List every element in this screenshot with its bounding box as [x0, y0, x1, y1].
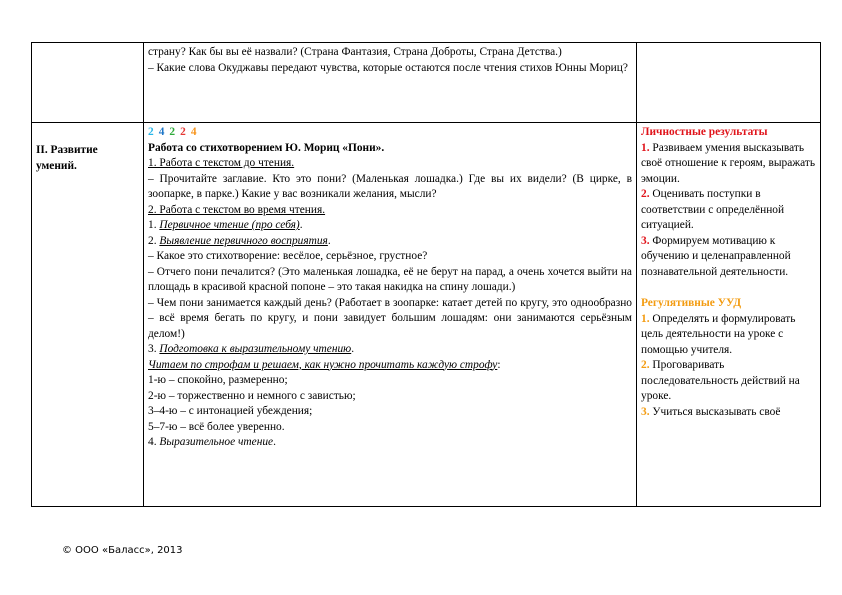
result-item: [641, 141, 816, 188]
content-cell: [144, 123, 637, 507]
strophe-item: 1-ю – спокойно, размеренно;: [148, 374, 288, 386]
list-item: [148, 234, 632, 250]
paragraph: [148, 358, 632, 374]
table-row: [32, 123, 821, 507]
content-cell: [144, 43, 637, 123]
note-end: :: [497, 358, 501, 371]
result-text: Определять и формулировать цель деятельности на уроке с помощью учителя.: [641, 312, 796, 356]
paragraph: страну? Как бы вы её назвали? (Страна Фантазия, Страна Доброты, Страна Детства.): [148, 46, 562, 58]
level-number: 4: [190, 126, 197, 138]
item-end: .: [299, 219, 303, 231]
list-item: [148, 435, 632, 451]
stage-cell-empty: [32, 43, 144, 123]
item-end: .: [273, 436, 276, 448]
strophe-item: 2-ю – торжественно и немного с завистью;: [148, 389, 356, 402]
result-text: Развиваем умения высказывать своё отношение к героям, выражать эмоции.: [641, 141, 816, 185]
list-item: [148, 218, 632, 234]
level-number: 2: [148, 126, 154, 138]
result-text: Проговаривать последовательность действий на уроке.: [641, 359, 800, 402]
result-item: [641, 312, 816, 359]
level-numbers: [148, 125, 632, 141]
item-end: .: [327, 234, 331, 247]
item-text: Первичное чтение (про себя): [159, 219, 300, 231]
result-text: Учиться высказывать своё: [652, 405, 781, 418]
result-number: 1.: [641, 141, 650, 154]
paragraph: – Прочитайте заглавие. Кто это пони? (Маленькая лошадка.) Где вы их видели? (В цирке, в зоопарке, в парке.) Какие у вас возникали желания, мысли?: [148, 172, 632, 200]
item-text: Подготовка к выразительному чтению: [159, 343, 352, 355]
result-item: [641, 234, 816, 281]
section-title: Работа со стихотворением Ю. Мориц «Пони».: [148, 141, 385, 154]
stage-cell: [32, 123, 144, 507]
stage-title: II. Развитие умений.: [36, 144, 98, 172]
item-text: Выразительное чтение: [159, 436, 274, 448]
table-row: [32, 43, 821, 123]
item-number: 3.: [148, 343, 160, 355]
item-text: Выявление первичного восприятия: [159, 234, 328, 247]
copyright-footer: © ООО «Баласс», 2013: [62, 545, 183, 556]
item-end: .: [351, 343, 355, 355]
strophe-item: 5–7-ю – всё более уверенно.: [148, 420, 285, 433]
result-number: 1.: [641, 312, 650, 325]
result-text: Оценивать поступки в соответствии с определённой ситуацией.: [641, 188, 785, 231]
results-heading-personal: Личностные результаты: [641, 126, 768, 138]
paragraph: – Какое это стихотворение: весёлое, серьёзное, грустное?: [148, 250, 428, 262]
result-number: 2.: [641, 188, 650, 200]
level-number: 2: [180, 126, 186, 138]
strophe-item: 3–4-ю – с интонацией убеждения;: [148, 405, 313, 417]
paragraph: – Чем пони занимается каждый день? (Работает в зоопарке: катает детей по кругу, это однообразно – всё время бегать по кругу, и пони завидует большим лошадям: они занимаются серьёзным делом!): [148, 296, 632, 340]
subsection-title: 2. Работа с текстом во время чтения.: [148, 203, 326, 216]
paragraph: – Какие слова Окуджавы передают чувства, которые остаются после чтения стихов Юнны Мориц?: [148, 61, 628, 74]
results-heading-regulatory: Регулятивные УУД: [641, 297, 742, 309]
results-cell: [637, 123, 821, 507]
result-item: [641, 405, 816, 421]
item-number: 4.: [148, 436, 160, 448]
note-text: Читаем по строфам и решаем, как нужно прочитать каждую строфу: [148, 358, 498, 371]
result-item: [641, 187, 816, 234]
paragraph: – Отчего пони печалится? (Это маленькая лошадка, её не берут на парад, а очень хочется выйти на площадь в красивой красной попоне – это такая накидка на спину лошади.): [148, 265, 632, 293]
lesson-table: [31, 42, 821, 507]
level-number: 4: [158, 126, 165, 138]
level-number: 2: [169, 126, 176, 138]
item-number: 2.: [148, 234, 160, 247]
result-number: 3.: [641, 234, 650, 247]
results-cell-empty: [637, 43, 821, 123]
result-text: Формируем мотивацию к обучению и целенаправленной познавательной деятельности.: [641, 234, 791, 278]
result-number: 3.: [641, 405, 650, 418]
subsection-title: 1. Работа с текстом до чтения.: [148, 157, 295, 169]
item-number: 1.: [148, 219, 160, 231]
result-item: [641, 358, 816, 405]
result-number: 2.: [641, 359, 650, 371]
list-item: [148, 342, 632, 358]
